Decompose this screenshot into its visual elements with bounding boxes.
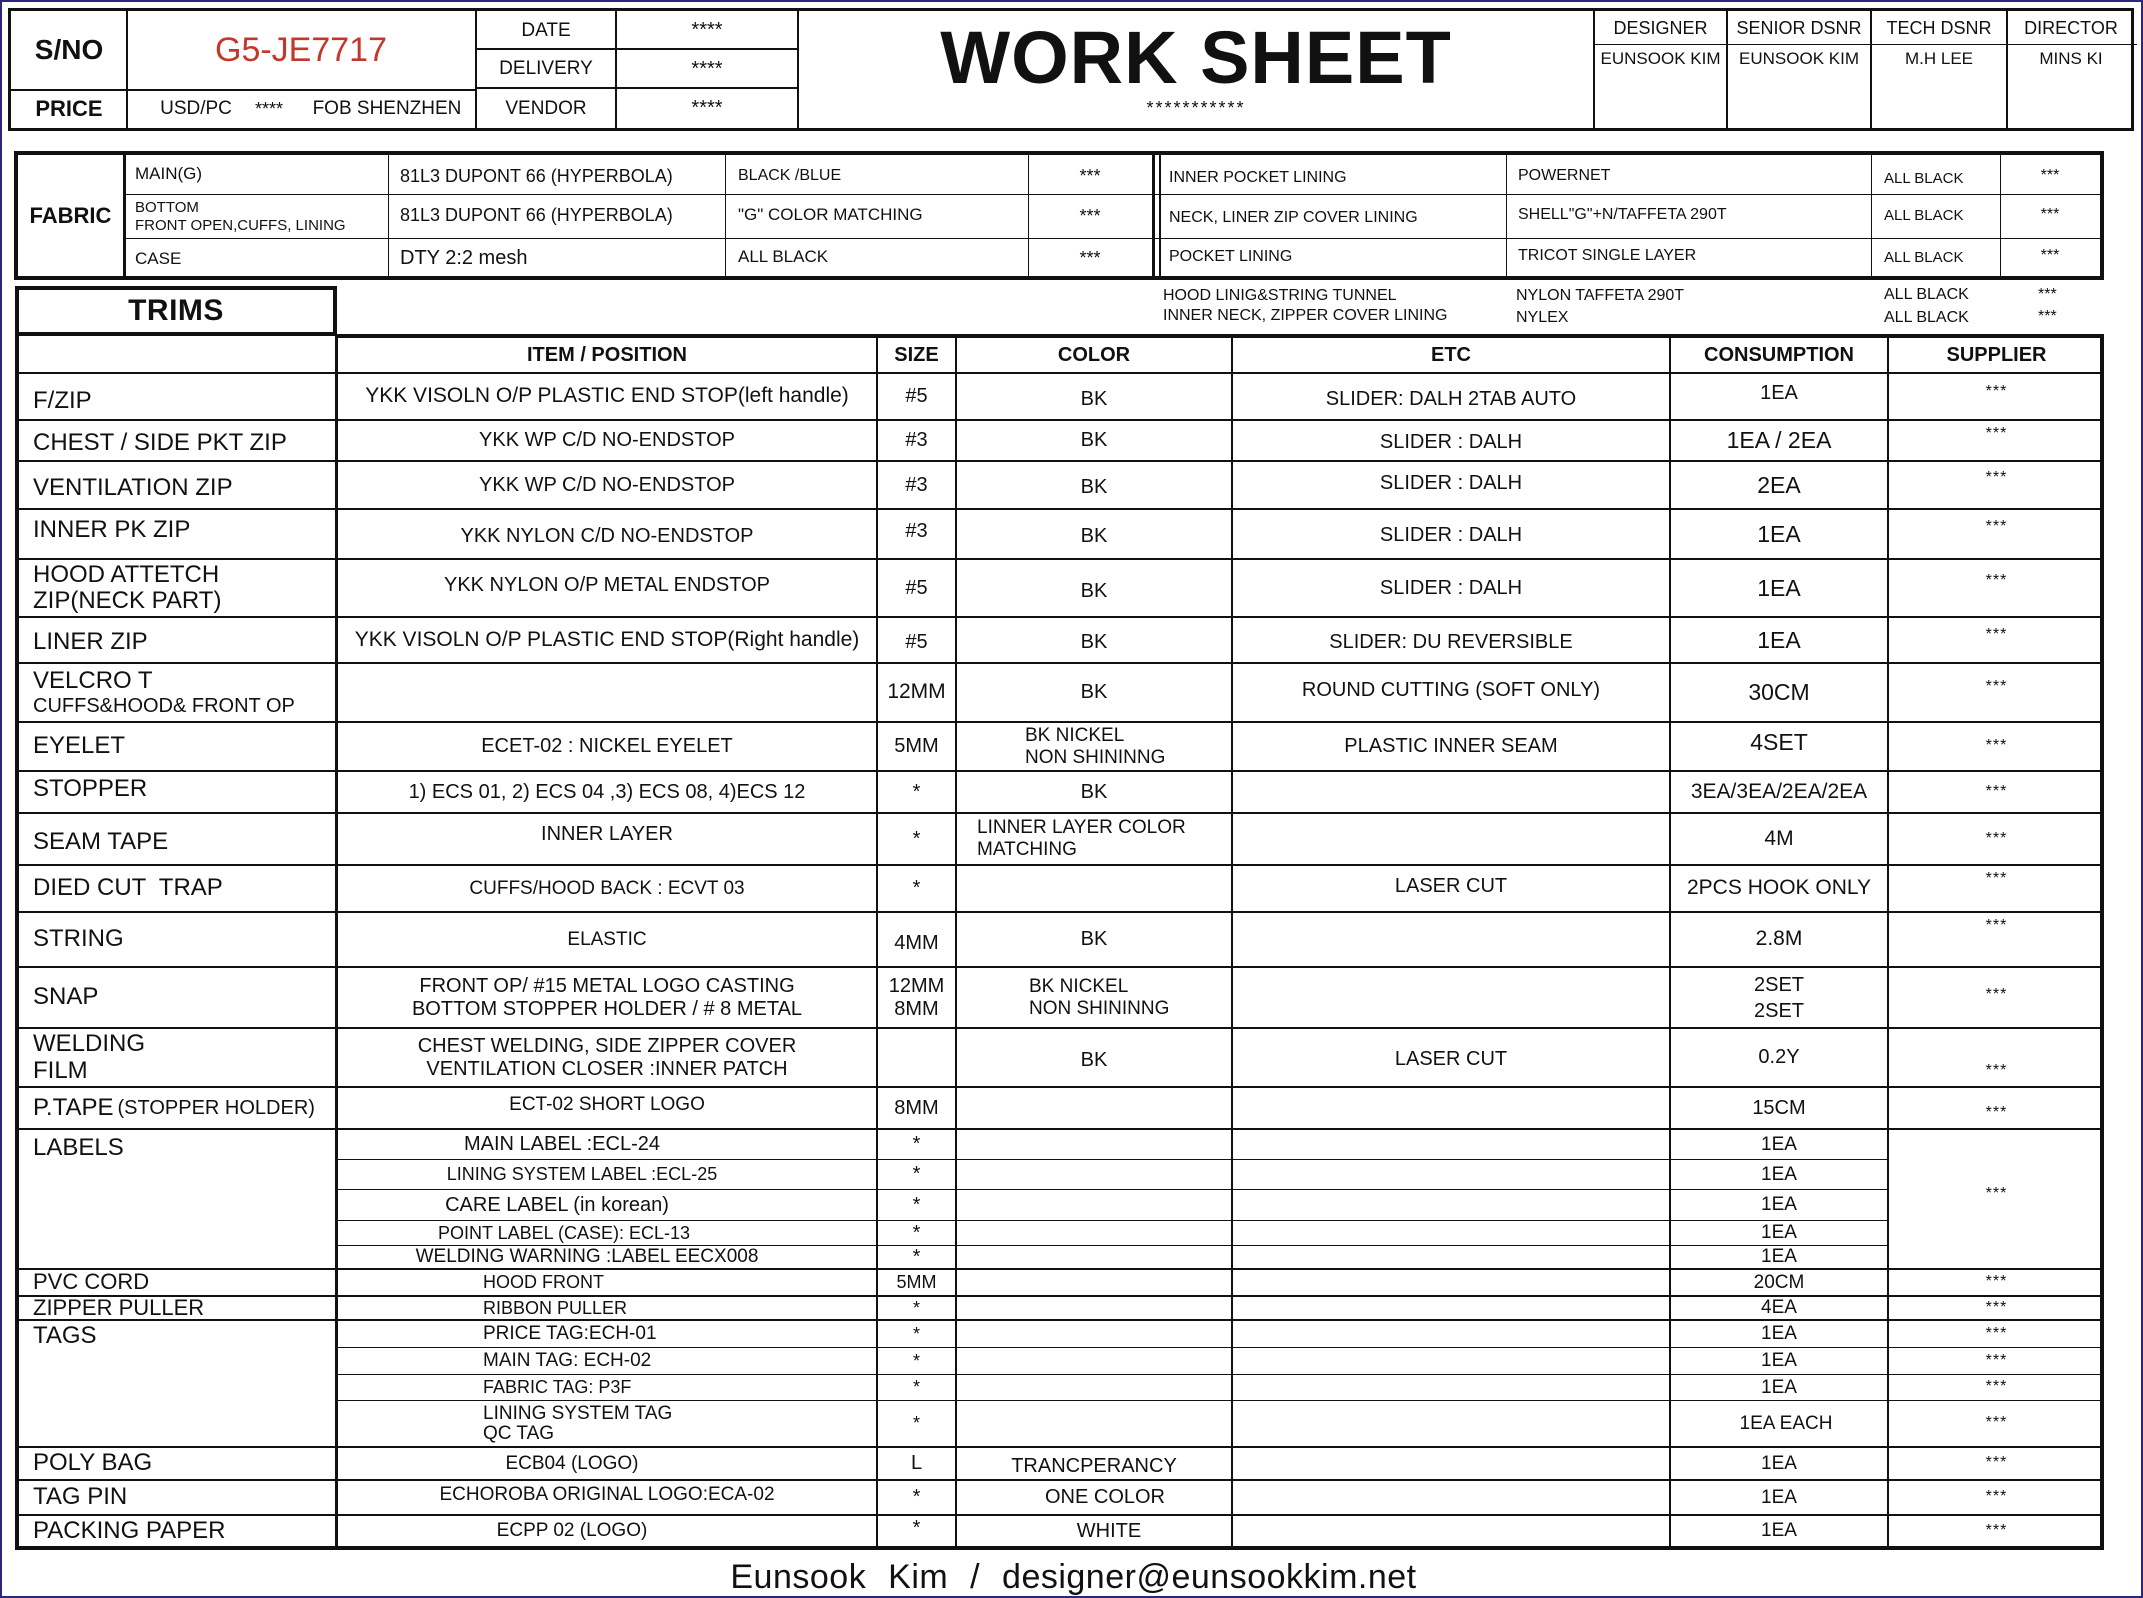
tags-consumption-0: 1EA <box>1761 1323 1797 1345</box>
row-label-tag-pin: TAG PIN <box>33 1483 128 1511</box>
team-name-senior-designer: EUNSOOK KIM <box>1739 49 1859 68</box>
row-etc-inner-pk-zip: SLIDER : DALH <box>1379 523 1523 546</box>
row-label-pvc-cord: PVC CORD <box>33 1270 150 1295</box>
fabric-color-inner-pocket: ALL BLACK <box>1884 170 1964 187</box>
row-label-string: STRING <box>33 925 124 953</box>
row-label-liner-zip: LINER ZIP <box>33 627 148 655</box>
fabric-material-bottom: 81L3 DUPONT 66 (HYPERBOLA) <box>400 205 673 225</box>
fabric-color-case: ALL BLACK <box>738 247 829 266</box>
row-consumption-tag-pin: 1EA <box>1761 1486 1797 1508</box>
labels-consumption-1: 1EA <box>1761 1163 1797 1185</box>
labels-consumption-4: 1EA <box>1761 1246 1797 1268</box>
price-terms: FOB SHENZHEN <box>312 98 462 119</box>
row-label-velcro <box>19 664 335 721</box>
row-label-chest-zip: CHEST / SIDE PKT ZIP <box>33 429 287 457</box>
fabric-material-neck-liner: SHELL"G"+N/TAFFETA 290T <box>1518 206 1727 223</box>
labels-size-1: * <box>912 1163 921 1185</box>
row-supplier-ventilation-zip: *** <box>1985 468 2008 486</box>
row-item-ptape: ECT-02 SHORT LOGO <box>509 1094 705 1116</box>
row-color-fzip: BK <box>1080 388 1108 410</box>
row-supplier-inner-pk-zip: *** <box>1985 517 2008 535</box>
row-consumption-eyelet: 4SET <box>1750 729 1808 756</box>
row-consumption-zipper-puller: 4EA <box>1761 1297 1797 1319</box>
row-color-seam-tape <box>957 814 1231 864</box>
row-size-seam-tape: * <box>912 827 921 850</box>
header-item-position: ITEM / POSITION <box>526 343 687 366</box>
row-item-snap <box>338 968 876 1027</box>
row-color-tag-pin: ONE COLOR <box>1044 1486 1166 1508</box>
fabric-color-neck-liner: ALL BLACK <box>1884 207 1964 224</box>
row-color-eyelet <box>957 723 1231 770</box>
row-item-zipper-puller: RIBBON PULLER <box>483 1297 628 1318</box>
tags-consumption-2: 1EA <box>1761 1376 1797 1398</box>
row-size-inner-pk-zip: #3 <box>905 519 928 542</box>
fabric-color-bottom: "G" COLOR MATCHING <box>738 205 923 224</box>
delivery-value: **** <box>691 57 723 80</box>
row-item-snap-line2: BOTTOM STOPPER HOLDER / # 8 METAL <box>411 997 803 1020</box>
row-supplier-died-cut-trap: *** <box>1985 870 2008 888</box>
worksheet-header <box>8 8 2134 131</box>
sno-value: G5-JE7717 <box>215 30 387 69</box>
row-label-hood-attach-line2: ZIP(NECK PART) <box>33 587 222 614</box>
row-label-stopper: STOPPER <box>33 774 148 802</box>
fabric-qty-inner-pocket: *** <box>2040 167 2060 184</box>
group-label-labels: LABELS <box>33 1133 124 1161</box>
tags-item-3-line1: LINING SYSTEM TAG <box>483 1402 673 1424</box>
tags-size-1: * <box>912 1350 920 1371</box>
row-etc-velcro: ROUND CUTTING (SOFT ONLY) <box>1301 679 1601 701</box>
trims-title: TRIMS <box>15 286 337 336</box>
row-item-snap-line1: FRONT OP/ #15 METAL LOGO CASTING <box>419 974 795 997</box>
labels-supplier: *** <box>1985 1184 2008 1202</box>
labels-size-0: * <box>912 1133 921 1155</box>
fabric-label: FABRIC <box>29 202 112 228</box>
row-size-string: 4MM <box>894 932 939 954</box>
row-consumption-snap-line1: 2SET <box>1753 973 1805 996</box>
row-color-liner-zip: BK <box>1080 630 1108 653</box>
tags-item-0: PRICE TAG:ECH-01 <box>483 1323 657 1345</box>
row-item-died-cut-trap: CUFFS/HOOD BACK : ECVT 03 <box>469 877 745 899</box>
row-supplier-tag-pin: *** <box>1985 1488 2008 1506</box>
delivery-label: DELIVERY <box>499 58 593 79</box>
tags-item-3-line2: QC TAG <box>483 1422 555 1444</box>
tags-supplier-3: *** <box>1985 1414 2008 1432</box>
row-color-chest-zip: BK <box>1080 429 1108 451</box>
row-item-inner-pk-zip: YKK NYLON C/D NO-ENDSTOP <box>460 524 754 547</box>
row-item-stopper: 1) ECS 01, 2) ECS 04 ,3) ECS 08, 4)ECS 12 <box>408 780 806 803</box>
row-etc-liner-zip: SLIDER: DU REVERSIBLE <box>1329 630 1573 653</box>
row-etc-died-cut-trap: LASER CUT <box>1394 875 1508 897</box>
row-consumption-snap-line2: 2SET <box>1753 999 1805 1022</box>
row-item-liner-zip: YKK VISOLN O/P PLASTIC END STOP(Right handle) <box>354 627 860 651</box>
row-item-fzip: YKK VISOLN O/P PLASTIC END STOP(left handle) <box>365 384 849 408</box>
row-item-welding-film-line1: CHEST WELDING, SIDE ZIPPER COVER <box>417 1034 797 1057</box>
row-size-velcro: 12MM <box>887 680 946 704</box>
fabric-extra-color-hood: ALL BLACK <box>1884 286 1969 303</box>
team-name-designer: EUNSOOK KIM <box>1600 49 1721 68</box>
row-supplier-packing-paper: *** <box>1985 1521 2008 1539</box>
fabric-extra-qty-neck: *** <box>2038 308 2057 325</box>
row-etc-string <box>1233 913 1669 966</box>
team-role-designer: DESIGNER <box>1613 18 1708 38</box>
row-etc-snap <box>1233 968 1669 1027</box>
labels-item-4: WELDING WARNING :LABEL EECX008 <box>415 1246 759 1268</box>
fabric-part-case: CASE <box>135 249 182 268</box>
row-supplier-eyelet: *** <box>1985 737 2008 755</box>
row-consumption-pvc-cord: 20CM <box>1753 1271 1805 1293</box>
row-label-eyelet: EYELET <box>33 732 126 760</box>
row-size-tag-pin: * <box>912 1486 921 1508</box>
row-supplier-liner-zip: *** <box>1985 625 2008 643</box>
row-item-tag-pin: ECHOROBA ORIGINAL LOGO:ECA-02 <box>439 1483 775 1505</box>
row-label-ptape <box>19 1088 335 1128</box>
row-item-welding-film <box>338 1029 876 1086</box>
row-label-zipper-puller: ZIPPER PULLER <box>33 1297 205 1319</box>
row-label-poly-bag: POLY BAG <box>33 1449 153 1477</box>
fabric-extra-material-neck: NYLEX <box>1516 309 1569 326</box>
row-size-liner-zip: #5 <box>905 630 928 653</box>
row-label-velcro-line2: CUFFS&HOOD& FRONT OP <box>33 694 295 717</box>
header-consumption: CONSUMPTION <box>1704 343 1854 366</box>
row-supplier-ptape: *** <box>1985 1103 2008 1121</box>
labels-item-3: POINT LABEL (CASE): ECL-13 <box>437 1222 691 1243</box>
row-color-stopper: BK <box>1080 780 1108 803</box>
row-consumption-died-cut-trap: 2PCS HOOK ONLY <box>1687 876 1871 900</box>
labels-item-0: MAIN LABEL :ECL-24 <box>463 1133 660 1155</box>
row-color-hood-attach: BK <box>1080 579 1108 602</box>
row-etc-stopper <box>1233 772 1669 812</box>
row-supplier-welding-film: *** <box>1985 1062 2008 1080</box>
row-label-ptape-main: P.TAPE <box>33 1093 114 1121</box>
row-supplier-stopper: *** <box>1985 782 2008 800</box>
row-item-pvc-cord: HOOD FRONT <box>483 1272 604 1293</box>
team-name-tech-designer: M.H LEE <box>1904 49 1974 68</box>
row-size-fzip: #5 <box>905 385 928 407</box>
row-etc-fzip: SLIDER: DALH 2TAB AUTO <box>1325 388 1577 410</box>
tags-item-2: FABRIC TAG: P3F <box>483 1377 632 1398</box>
row-size-snap <box>878 968 955 1027</box>
labels-size-4: * <box>912 1246 921 1268</box>
row-color-eyelet-line2: NON SHININNG <box>1025 746 1166 768</box>
row-consumption-packing-paper: 1EA <box>1761 1520 1797 1542</box>
fabric-material-case: DTY 2:2 mesh <box>400 247 528 269</box>
row-label-inner-pk-zip: INNER PK ZIP <box>33 515 191 543</box>
fabric-part-main: MAIN(G) <box>135 164 203 183</box>
row-size-eyelet: 5MM <box>894 735 939 757</box>
price-value: **** <box>254 98 284 119</box>
fabric-table <box>14 151 2104 280</box>
tags-consumption-3: 1EA EACH <box>1739 1412 1833 1434</box>
row-item-chest-zip: YKK WP C/D NO-ENDSTOP <box>479 429 735 451</box>
fabric-qty-main: *** <box>1079 166 1101 186</box>
row-item-ventilation-zip: YKK WP C/D NO-ENDSTOP <box>479 473 735 496</box>
header-etc: ETC <box>1431 343 1471 366</box>
row-supplier-poly-bag: *** <box>1985 1454 2008 1472</box>
page-title: WORK SHEET <box>940 19 1452 95</box>
row-supplier-fzip: *** <box>1985 383 2008 401</box>
trims-table <box>15 334 2104 1550</box>
row-consumption-poly-bag: 1EA <box>1761 1452 1797 1474</box>
tags-supplier-0: *** <box>1985 1324 2008 1342</box>
vendor-label: VENDOR <box>505 97 587 119</box>
header-color: COLOR <box>1057 343 1131 366</box>
row-consumption-velcro: 30CM <box>1748 679 1810 706</box>
row-consumption-ptape: 15CM <box>1752 1096 1806 1119</box>
row-supplier-string: *** <box>1985 917 2008 935</box>
row-etc-hood-attach: SLIDER : DALH <box>1379 576 1523 599</box>
row-label-ventilation-zip: VENTILATION ZIP <box>33 473 233 501</box>
tags-supplier-1: *** <box>1985 1351 2008 1369</box>
fabric-extra-rows <box>1158 285 2088 331</box>
row-color-eyelet-line1: BK NICKEL <box>1025 724 1125 746</box>
row-color-snap <box>957 968 1231 1027</box>
row-label-fzip: F/ZIP <box>33 387 92 415</box>
row-consumption-liner-zip: 1EA <box>1757 626 1801 653</box>
row-consumption-stopper: 3EA/3EA/2EA/2EA <box>1690 779 1868 803</box>
row-size-ptape: 8MM <box>894 1096 939 1119</box>
row-size-ventilation-zip: #3 <box>905 473 928 496</box>
row-etc-chest-zip: SLIDER : DALH <box>1379 431 1523 453</box>
row-size-died-cut-trap: * <box>912 877 921 899</box>
tags-consumption-1: 1EA <box>1761 1350 1797 1372</box>
fabric-part-bottom-2: FRONT OPEN,CUFFS, LINING <box>135 217 346 234</box>
group-label-tags: TAGS <box>33 1321 97 1349</box>
tags-item-1: MAIN TAG: ECH-02 <box>483 1350 652 1372</box>
row-supplier-chest-zip: *** <box>1985 425 2008 443</box>
price-unit: USD/PC <box>160 98 232 119</box>
row-supplier-pvc-cord: *** <box>1985 1273 2008 1291</box>
row-supplier-velcro: *** <box>1985 678 2008 696</box>
row-size-packing-paper: * <box>912 1516 921 1539</box>
row-label-snap: SNAP <box>33 983 99 1011</box>
labels-consumption-2: 1EA <box>1761 1194 1797 1216</box>
row-etc-ventilation-zip: SLIDER : DALH <box>1379 471 1523 494</box>
header-size: SIZE <box>894 343 939 366</box>
row-consumption-inner-pk-zip: 1EA <box>1757 520 1801 547</box>
fabric-qty-pocket-lining: *** <box>2040 247 2060 264</box>
row-consumption-snap <box>1671 968 1887 1027</box>
row-item-poly-bag: ECB04 (LOGO) <box>505 1452 639 1474</box>
labels-consumption-0: 1EA <box>1761 1133 1797 1155</box>
row-etc-ptape <box>1233 1088 1669 1128</box>
row-item-welding-film-line2: VENTILATION CLOSER :INNER PATCH <box>426 1057 788 1080</box>
row-size-zipper-puller: * <box>912 1297 920 1318</box>
row-size-chest-zip: #3 <box>905 429 928 451</box>
row-item-velcro <box>338 664 876 721</box>
row-label-died-cut-trap: DIED CUT TRAP <box>33 874 223 902</box>
row-supplier-zipper-puller: *** <box>1985 1298 2008 1316</box>
fabric-part-bottom-1: BOTTOM <box>135 199 199 216</box>
row-label-hood-attach <box>19 560 335 616</box>
fabric-part-inner-pocket: INNER POCKET LINING <box>1169 169 1347 186</box>
row-color-ventilation-zip: BK <box>1080 475 1108 498</box>
tags-supplier-2: *** <box>1985 1378 2008 1396</box>
row-size-welding-film <box>878 1029 955 1086</box>
title-stars: *********** <box>1146 97 1246 118</box>
labels-size-2: * <box>912 1193 921 1216</box>
row-size-stopper: * <box>912 780 921 803</box>
row-consumption-string: 2.8M <box>1755 927 1803 951</box>
row-color-welding-film: BK <box>1080 1049 1108 1071</box>
row-item-string: ELASTIC <box>567 928 647 950</box>
fabric-extra-part-neck: INNER NECK, ZIPPER COVER LINING <box>1163 307 1448 324</box>
row-size-snap-line2: 8MM <box>894 997 939 1020</box>
row-etc-eyelet: PLASTIC INNER SEAM <box>1344 735 1558 757</box>
row-color-poly-bag: TRANCPERANCY <box>1011 1455 1177 1477</box>
row-consumption-ventilation-zip: 2EA <box>1757 471 1801 498</box>
header-supplier: SUPPLIER <box>1946 343 2047 366</box>
tags-size-0: * <box>912 1323 920 1344</box>
fabric-extra-color-neck: ALL BLACK <box>1884 309 1969 326</box>
row-item-packing-paper: ECPP 02 (LOGO) <box>496 1520 648 1542</box>
fabric-qty-case: *** <box>1079 248 1101 268</box>
row-supplier-snap: *** <box>1985 986 2008 1004</box>
date-value: **** <box>691 19 723 41</box>
fabric-material-inner-pocket: POWERNET <box>1518 167 1611 184</box>
tags-item-3 <box>338 1401 876 1446</box>
row-color-ptape <box>957 1088 1231 1128</box>
labels-item-1: LINING SYSTEM LABEL :ECL-25 <box>446 1164 718 1185</box>
row-size-snap-line1: 12MM <box>888 974 945 997</box>
team-role-tech-designer: TECH DSNR <box>1886 18 1992 38</box>
fabric-extra-part-hood: HOOD LINIG&STRING TUNNEL <box>1163 287 1397 304</box>
labels-size-3: * <box>912 1221 921 1244</box>
row-consumption-hood-attach: 1EA <box>1757 574 1801 601</box>
fabric-material-main: 81L3 DUPONT 66 (HYPERBOLA) <box>400 166 673 186</box>
row-size-poly-bag: L <box>910 1452 923 1474</box>
date-label: DATE <box>521 19 571 41</box>
row-color-velcro: BK <box>1080 681 1108 703</box>
row-color-string: BK <box>1080 928 1108 950</box>
vendor-value: **** <box>691 97 723 119</box>
row-size-pvc-cord: 5MM <box>896 1272 937 1293</box>
row-color-seam-tape-line2: MATCHING <box>977 839 1077 860</box>
fabric-color-main: BLACK /BLUE <box>738 167 842 184</box>
row-etc-welding-film: LASER CUT <box>1394 1048 1508 1070</box>
row-color-died-cut-trap <box>957 866 1231 911</box>
fabric-extra-qty-hood: *** <box>2038 286 2057 303</box>
row-item-seam-tape: INNER LAYER <box>541 822 673 845</box>
row-etc-seam-tape <box>1233 814 1669 864</box>
team-name-director: MINS KI <box>2039 49 2103 68</box>
sno-label: S/NO <box>34 34 104 65</box>
row-label-welding-film <box>19 1029 335 1086</box>
price-label: PRICE <box>35 96 103 121</box>
tags-size-3: * <box>912 1413 920 1434</box>
row-label-welding-film-line1: WELDING <box>33 1030 146 1058</box>
fabric-extra-material-hood: NYLON TAFFETA 290T <box>1516 287 1685 304</box>
row-label-hood-attach-line1: HOOD ATTETCH <box>33 560 220 588</box>
fabric-material-pocket-lining: TRICOT SINGLE LAYER <box>1518 247 1697 264</box>
tags-size-2: * <box>912 1377 920 1398</box>
fabric-color-pocket-lining: ALL BLACK <box>1884 249 1964 266</box>
footer-contact: Eunsook Kim / designer@eunsookkim.net <box>730 1557 1417 1596</box>
labels-consumption-3: 1EA <box>1761 1222 1797 1244</box>
row-label-seam-tape: SEAM TAPE <box>33 827 169 855</box>
row-item-eyelet: ECET-02 : NICKEL EYELET <box>481 735 733 757</box>
row-color-inner-pk-zip: BK <box>1080 524 1108 547</box>
fabric-part-pocket-lining: POCKET LINING <box>1169 248 1293 265</box>
row-size-hood-attach: #5 <box>905 576 928 599</box>
row-item-hood-attach: YKK NYLON O/P METAL ENDSTOP <box>443 573 770 596</box>
row-color-seam-tape-line1: LINNER LAYER COLOR <box>977 817 1186 839</box>
fabric-qty-neck-liner: *** <box>2040 206 2060 223</box>
row-label-welding-film-line2: FILM <box>33 1056 88 1084</box>
row-consumption-fzip: 1EA <box>1760 382 1798 404</box>
row-consumption-seam-tape: 4M <box>1764 826 1794 850</box>
row-color-packing-paper: WHITE <box>1076 1519 1142 1542</box>
row-label-packing-paper: PACKING PAPER <box>33 1516 226 1544</box>
row-color-snap-line2: NON SHININNG <box>1029 997 1170 1019</box>
team-role-director: DIRECTOR <box>2024 18 2118 38</box>
row-label-velcro-line1: VELCRO T <box>33 667 153 695</box>
row-supplier-hood-attach: *** <box>1985 571 2008 589</box>
labels-item-2: CARE LABEL (in korean) <box>445 1193 669 1216</box>
row-consumption-welding-film: 0.2Y <box>1758 1046 1800 1068</box>
fabric-part-neck-liner: NECK, LINER ZIP COVER LINING <box>1169 209 1418 226</box>
row-color-snap-line1: BK NICKEL <box>1029 975 1129 997</box>
row-label-ptape-note: (STOPPER HOLDER) <box>117 1097 315 1119</box>
row-consumption-chest-zip: 1EA / 2EA <box>1726 427 1832 454</box>
fabric-qty-bottom: *** <box>1079 206 1101 226</box>
team-role-senior-designer: SENIOR DSNR <box>1736 18 1862 38</box>
row-supplier-seam-tape: *** <box>1985 829 2008 847</box>
